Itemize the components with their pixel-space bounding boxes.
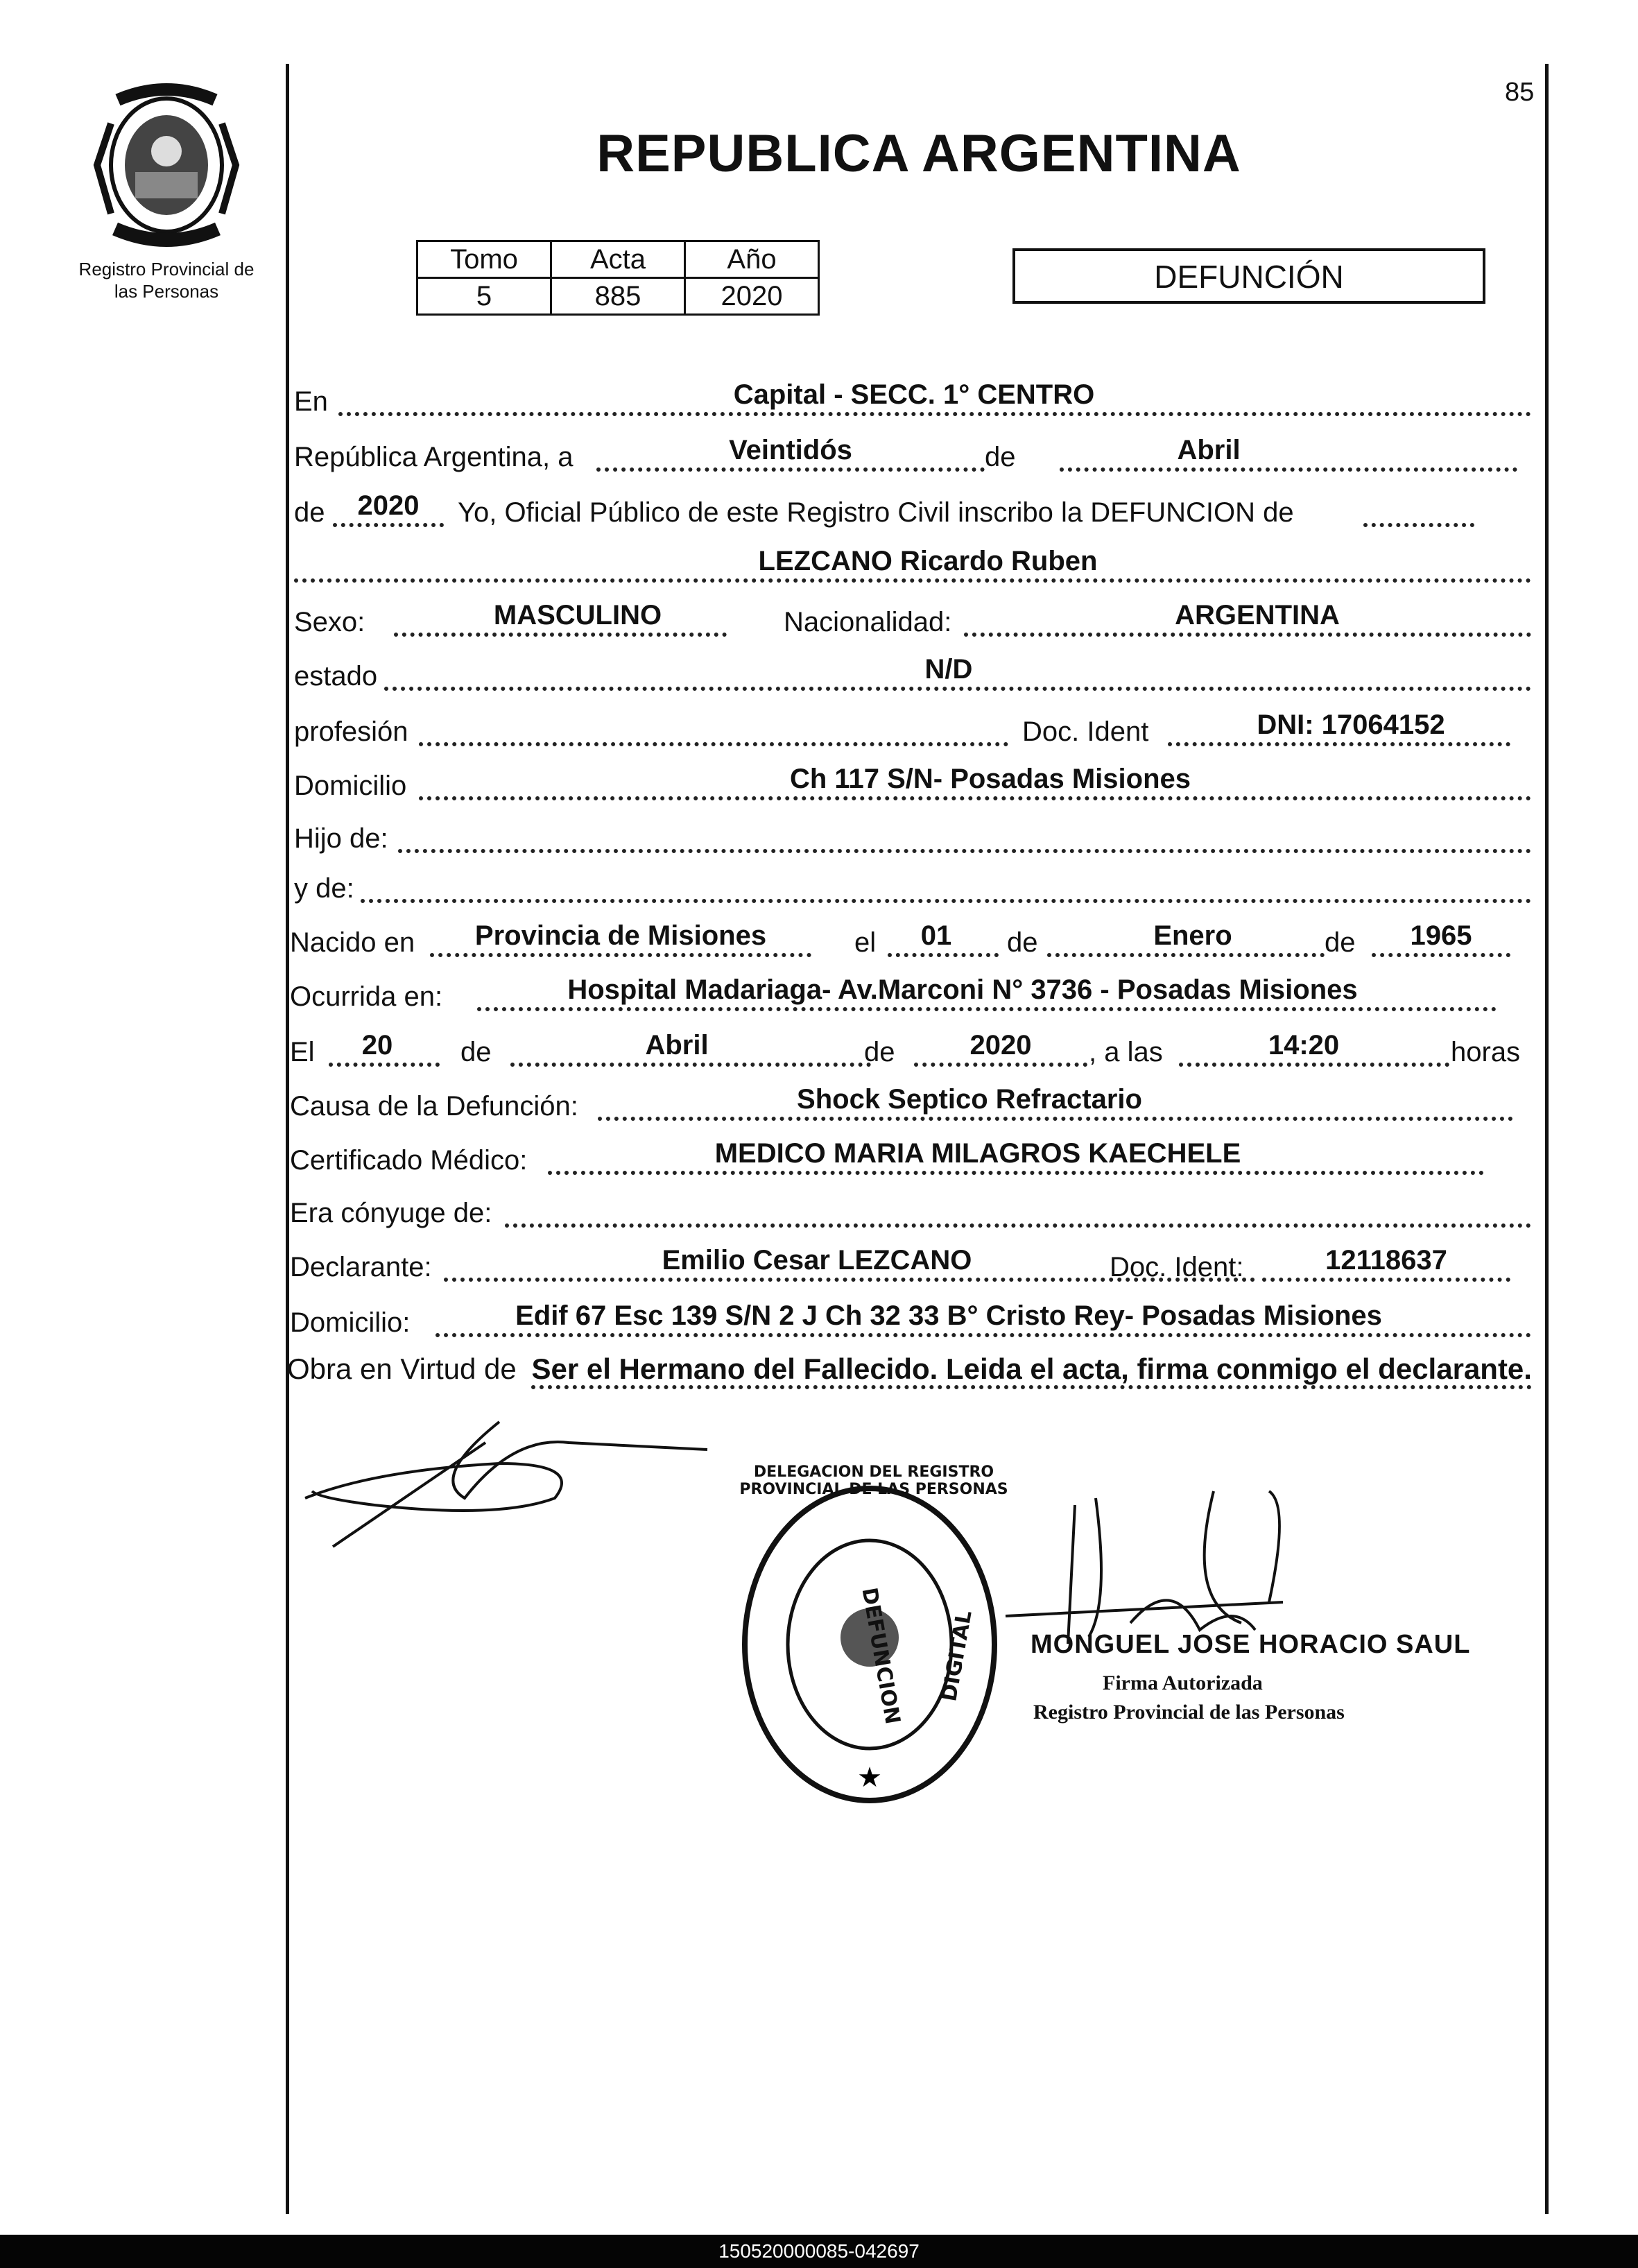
value-day: Veintidós (729, 435, 852, 465)
label-certificado: Certificado Médico: (290, 1145, 528, 1176)
row-declarante (290, 1239, 1531, 1287)
footer-barcode-text: 150520000085-042697 (0, 2235, 1638, 2268)
value-def-anio: 2020 (969, 1030, 1032, 1060)
value-estado: N/D (924, 654, 973, 685)
value-obra: Ser el Hermano del Fallecido. Leida el acta, firma conmigo el declarante. (531, 1352, 1532, 1389)
right-margin-line (1545, 64, 1549, 2214)
dotted-line (1168, 742, 1510, 746)
issuer-line-1: Registro Provincial de (78, 259, 255, 280)
value-declarante: Emilio Cesar LEZCANO (662, 1245, 972, 1275)
dotted-line (1179, 1063, 1449, 1067)
value-nacido-mes: Enero (1153, 920, 1232, 951)
seal-inner-right: DIGITAL (937, 1608, 977, 1703)
province-logo (83, 82, 250, 248)
document-title: REPUBLICA ARGENTINA (596, 124, 1241, 183)
row-profesion (290, 703, 1531, 752)
declarant-signature (291, 1394, 721, 1561)
dotted-line (888, 953, 999, 957)
dotted-line (333, 523, 444, 527)
label-el: El (290, 1037, 315, 1067)
ref-header-acta: Acta (551, 241, 685, 278)
page-number: 85 (1505, 78, 1535, 107)
row-fecha-defuncion (290, 1024, 1531, 1072)
label-nacionalidad: Nacionalidad: (784, 607, 952, 637)
dotted-line (598, 1117, 1513, 1121)
dotted-line (419, 796, 1531, 800)
value-def-dia: 20 (361, 1030, 393, 1060)
value-dni: DNI: 17064152 (1257, 710, 1445, 740)
ref-value-acta: 885 (551, 278, 685, 315)
official-signature (992, 1463, 1352, 1658)
dotted-line (477, 1007, 1497, 1011)
value-ocurrida: Hospital Madariaga- Av.Marconi N° 3736 - Posadas Misiones (567, 974, 1358, 1005)
label-doc-ident: Doc. Ident (1022, 716, 1149, 747)
label-estado: estado (294, 661, 378, 691)
label-domicilio: Domicilio (294, 771, 407, 801)
row-certificado (290, 1132, 1531, 1180)
value-nombre: LEZCANO Ricardo Ruben (758, 546, 1098, 576)
label-nacido-en: Nacido en (290, 927, 415, 958)
label-el: el (854, 927, 877, 958)
dotted-line (505, 1223, 1531, 1228)
label-fecha: República Argentina, a (294, 442, 574, 472)
value-domicilio: Ch 117 S/N- Posadas Misiones (790, 764, 1191, 794)
label-domicilio-declarante: Domicilio: (290, 1307, 411, 1338)
label-doc-ident-declarante: Doc. Ident: (1110, 1252, 1244, 1282)
label-ocurrida: Ocurrida en: (290, 981, 443, 1012)
shield-emblem-icon (83, 82, 250, 248)
value-causa: Shock Septico Refractario (797, 1084, 1142, 1115)
label-de: de (460, 1037, 492, 1067)
label-de: de (985, 442, 1016, 472)
seal-inner-left: DEFUNCION (856, 1586, 905, 1726)
row-causa (290, 1078, 1531, 1126)
label-horas: horas (1451, 1037, 1521, 1067)
label-causa: Causa de la Defunción: (290, 1091, 578, 1122)
dotted-line (510, 1063, 871, 1067)
row-sexo (290, 594, 1531, 642)
label-declarante: Declarante: (290, 1252, 432, 1282)
official-name: MONGUEL JOSE HORACIO SAUL (1031, 1630, 1471, 1659)
row-ocurrida (290, 968, 1531, 1017)
ref-value-anio: 2020 (685, 278, 819, 315)
dotted-line (548, 1171, 1484, 1175)
obra-en-virtud (287, 1347, 1535, 1391)
label-de: de (864, 1037, 895, 1067)
dotted-line (1363, 523, 1474, 527)
row-estado (290, 648, 1531, 696)
record-type-box: DEFUNCIÓN (1012, 248, 1485, 304)
dotted-line (914, 1063, 1087, 1067)
dotted-line (394, 633, 727, 637)
label-obra: Obra en Virtud de (287, 1352, 517, 1385)
label-conyuge: Era cónyuge de: (290, 1198, 492, 1228)
label-de: de (1007, 927, 1038, 958)
row-domicilio (290, 757, 1531, 806)
dotted-line (329, 1063, 440, 1067)
row-nacido (290, 914, 1531, 963)
label-profesion: profesión (294, 716, 408, 747)
ref-header-tomo: Tomo (417, 241, 551, 278)
label-a-las: , a las (1089, 1037, 1163, 1067)
ref-value-tomo: 5 (417, 278, 551, 315)
dotted-line (436, 1333, 1531, 1337)
svg-text:★: ★ (857, 1762, 882, 1794)
left-margin-line (286, 64, 289, 2214)
ref-header-anio: Año (685, 241, 819, 278)
value-nacido-anio: 1965 (1410, 920, 1472, 951)
issuer-line-2: las Personas (114, 281, 219, 302)
dotted-line (1060, 467, 1517, 472)
value-year: 2020 (357, 490, 420, 521)
dotted-line (294, 578, 1531, 583)
label-hijo-de: Hijo de: (294, 823, 388, 854)
reference-table (416, 240, 820, 316)
value-sexo: MASCULINO (493, 600, 662, 630)
dotted-line (1262, 1278, 1510, 1282)
value-domicilio-declarante: Edif 67 Esc 139 S/N 2 J Ch 32 33 B° Cristo Rey- Posadas Misiones (515, 1300, 1382, 1331)
label-de-year: de (294, 497, 325, 528)
official-role: Firma Autorizada (1103, 1672, 1263, 1694)
label-y-de: y de: (294, 873, 354, 904)
value-def-mes: Abril (645, 1030, 709, 1060)
dotted-line (1372, 953, 1510, 957)
row-inscripcion (290, 484, 1531, 533)
value-certificado: MEDICO MARIA MILAGROS KAECHELE (714, 1138, 1241, 1169)
dotted-line (964, 633, 1531, 637)
label-en: En (294, 386, 328, 417)
issuer-caption (55, 258, 277, 302)
row-fecha (290, 429, 1531, 477)
dotted-line (430, 953, 811, 957)
row-hijo-de (290, 810, 1531, 859)
dotted-line (596, 467, 985, 472)
dotted-line (384, 687, 1531, 691)
dotted-line (398, 849, 1531, 853)
dotted-line (338, 412, 1531, 416)
seal-text (721, 1463, 1019, 1817)
row-nombre (290, 540, 1531, 588)
official-org: Registro Provincial de las Personas (1033, 1701, 1345, 1724)
row-domicilio-declarante (290, 1294, 1531, 1343)
value-nacido-dia: 01 (920, 920, 952, 951)
row-conyuge (290, 1185, 1531, 1233)
value-month: Abril (1177, 435, 1241, 465)
label-de: de (1325, 927, 1356, 958)
row-y-de (290, 860, 1531, 909)
dotted-line (361, 899, 1531, 903)
dotted-line (1047, 953, 1325, 957)
value-def-hora: 14:20 (1268, 1030, 1340, 1060)
value-nacionalidad: ARGENTINA (1175, 600, 1340, 630)
value-en: Capital - SECC. 1° CENTRO (733, 379, 1095, 410)
row-en (290, 373, 1531, 422)
value-doc-declarante: 12118637 (1325, 1245, 1447, 1275)
label-sexo: Sexo: (294, 607, 365, 637)
inscripcion-text: Yo, Oficial Público de este Registro Civil inscribo la DEFUNCION de (458, 497, 1294, 528)
dotted-line (419, 742, 1008, 746)
value-nacido-lugar: Provincia de Misiones (474, 920, 767, 951)
seal-outer-text: DELEGACION DEL REGISTRO PROVINCIAL DE LAS PERSONAS (739, 1463, 1008, 1498)
